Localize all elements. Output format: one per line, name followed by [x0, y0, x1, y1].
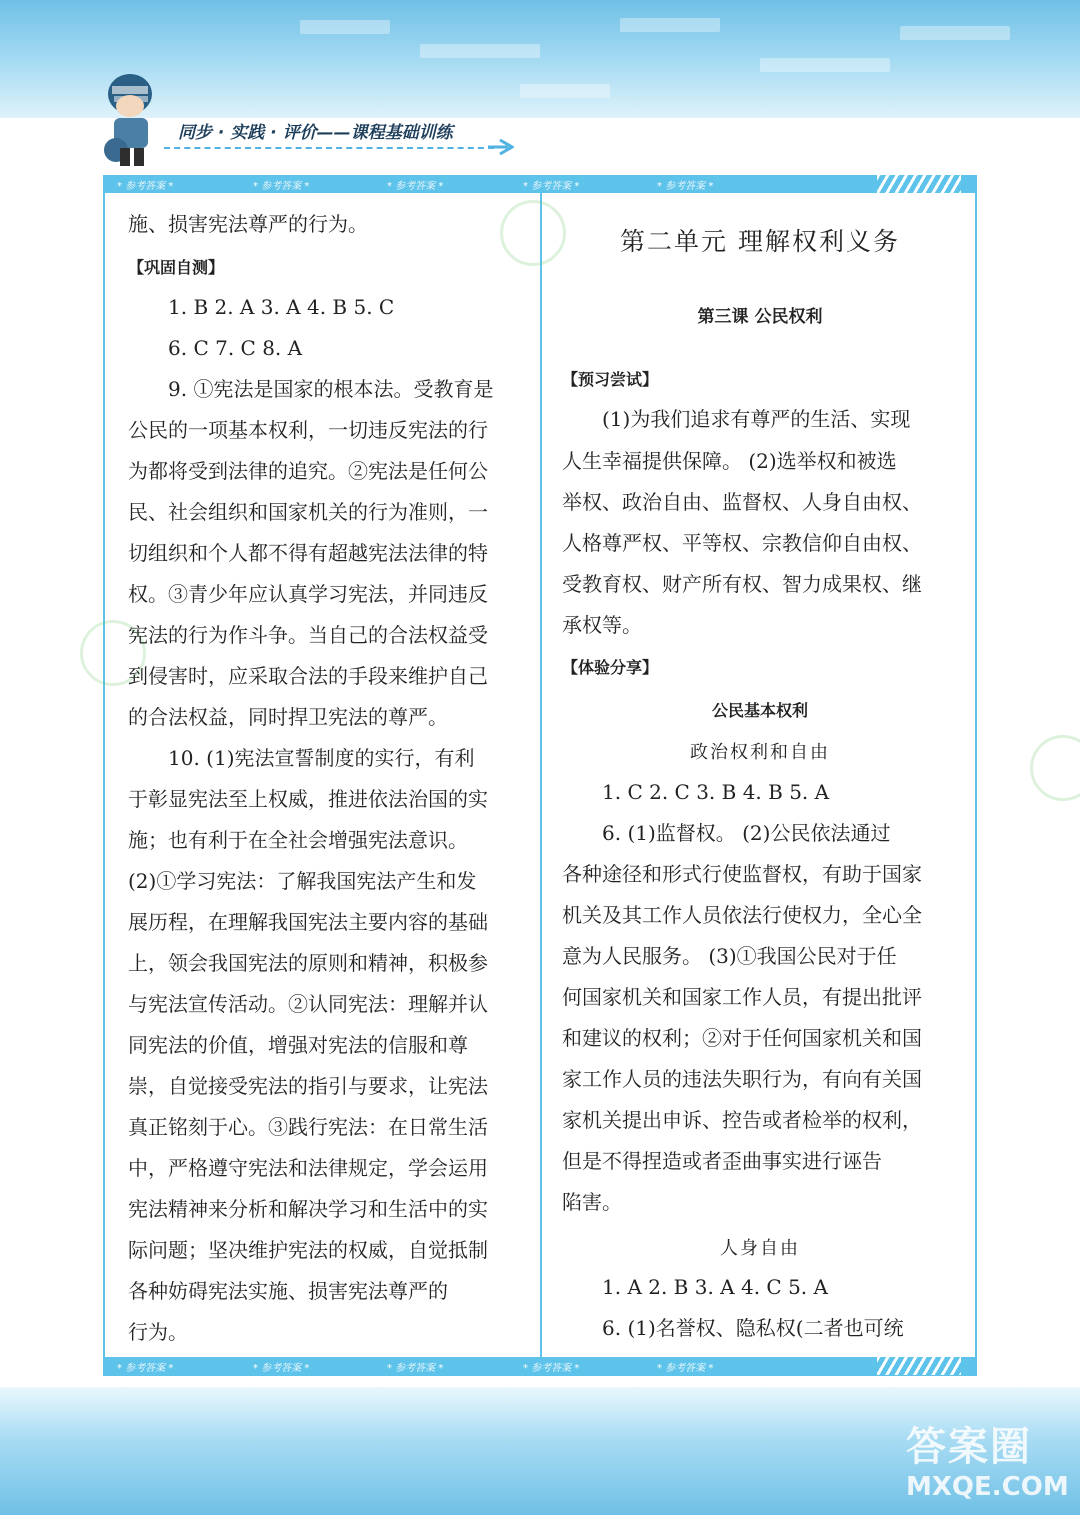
answer-line: 6. (1)监督权。 (2)公民依法通过 [602, 821, 891, 845]
answer-line: 6. C 7. C 8. A [168, 336, 303, 360]
section-heading: 【巩固自测】 [128, 258, 225, 277]
strip-label: * 参考答案 * [657, 181, 714, 192]
answer-line: 宪法的行为作斗争。当自己的合法权益受 [128, 623, 488, 647]
answer-line: 与宪法宣传活动。②认同宪法：理解并认 [128, 992, 488, 1016]
answer-line: 各种妨碍宪法实施、损害宪法尊严的 [128, 1279, 448, 1303]
answer-strip-bottom [103, 1357, 977, 1375]
banner-decoration [620, 18, 720, 32]
strip-hatch [877, 1357, 961, 1375]
watermark-logo [906, 1415, 1069, 1502]
strip-label: * 参考答案 * [117, 1363, 174, 1374]
subsection-title: 政治权利和自由 [690, 742, 830, 763]
section-heading: 【预习尝试】 [562, 370, 659, 389]
answer-line: 切组织和个人都不得有超越宪法法律的特 [128, 541, 488, 565]
strip-label: * 参考答案 * [523, 1363, 580, 1374]
answer-line: 中，严格遵守宪法和法律规定，学会运用 [128, 1156, 488, 1180]
strip-label: * 参考答案 * [523, 181, 580, 192]
watermark-en: MXQE.COM [906, 1472, 1069, 1502]
answer-line: 崇，自觉接受宪法的指引与要求，让宪法 [128, 1074, 488, 1098]
watermark-stamp [1030, 735, 1080, 801]
strip-label: * 参考答案 * [387, 1363, 444, 1374]
strip-hatch [877, 175, 961, 193]
answer-line: 到侵害时，应采取合法的手段来维护自己 [128, 664, 488, 688]
answer-line: 陷害。 [562, 1190, 622, 1214]
series-title: 同步 · 实践 · 评价——课程基础训练 [178, 123, 453, 143]
answer-line: 施；也有利于在全社会增强宪法意识。 [128, 828, 468, 852]
answer-line: (2)①学习宪法：了解我国宪法产生和发 [128, 869, 477, 893]
answer-line: 意为人民服务。 (3)①我国公民对于任 [562, 944, 897, 968]
answer-line: 行为。 [128, 1320, 188, 1344]
strip-label: * 参考答案 * [253, 1363, 310, 1374]
strip-label: * 参考答案 * [657, 1363, 714, 1374]
header-dashed-line [164, 147, 494, 149]
strip-label: * 参考答案 * [253, 181, 310, 192]
answer-line: 各种途径和形式行使监督权，有助于国家 [562, 862, 922, 886]
answer-line: 举权、政治自由、监督权、人身自由权、 [562, 490, 922, 514]
answer-line: 于彰显宪法至上权威，推进依法治国的实 [128, 787, 488, 811]
answer-line: 受教育权、财产所有权、智力成果权、继 [562, 572, 922, 596]
strip-label: * 参考答案 * [117, 181, 174, 192]
lesson-title: 第三课 公民权利 [697, 307, 823, 327]
section-heading: 【体验分享】 [562, 658, 659, 677]
answer-line: 1. C 2. C 3. B 4. B 5. A [602, 780, 830, 804]
banner-decoration [520, 84, 610, 98]
mascot-illustration [100, 72, 164, 172]
answer-line: 1. B 2. A 3. A 4. B 5. C [168, 295, 395, 319]
banner-decoration [760, 58, 890, 72]
subsection-title: 人身自由 [720, 1238, 800, 1259]
answer-line: 上，领会我国宪法的原则和精神，积极参 [128, 951, 488, 975]
answer-line: 10. (1)宪法宣誓制度的实行，有利 [168, 746, 475, 770]
answer-line: 何国家机关和国家工作人员，有提出批评 [562, 985, 922, 1009]
answer-line: 但是不得捏造或者歪曲事实进行诬告 [562, 1149, 882, 1173]
strip-label: * 参考答案 * [387, 181, 444, 192]
answer-line: 真正铭刻于心。③践行宪法：在日常生活 [128, 1115, 488, 1139]
banner-decoration [900, 26, 1010, 40]
answer-line: 公民的一项基本权利，一切违反宪法的行 [128, 418, 488, 442]
answer-line: 际问题；坚决维护宪法的权威，自觉抵制 [128, 1238, 488, 1262]
answer-line: 宪法精神来分析和解决学习和生活中的实 [128, 1197, 488, 1221]
answer-line: 的合法权益，同时捍卫宪法的尊严。 [128, 705, 448, 729]
banner-decoration [420, 44, 540, 58]
answer-line: (1)为我们追求有尊严的生活、实现 [602, 407, 911, 431]
answer-line: 人生幸福提供保障。 (2)选举权和被选 [562, 449, 897, 473]
answer-line: 展历程，在理解我国宪法主要内容的基础 [128, 910, 488, 934]
answer-line: 1. A 2. B 3. A 4. C 5. A [602, 1275, 828, 1299]
subsection-title: 公民基本权利 [711, 701, 808, 720]
footer-banner [0, 1387, 1080, 1515]
answer-line: 家机关提出申诉、控告或者检举的权利， [562, 1108, 922, 1132]
answer-line: 和建议的权利；②对于任何国家机关和国 [562, 1026, 922, 1050]
answer-line: 机关及其工作人员依法行使权力，全心全 [562, 903, 922, 927]
answer-line: 承权等。 [562, 613, 642, 637]
answer-line: 6. (1)名誉权、隐私权(二者也可统 [602, 1316, 904, 1340]
arrow-icon [488, 138, 514, 156]
banner-decoration [300, 20, 390, 34]
watermark-cn: 答案圈 [906, 1424, 1032, 1470]
answer-line: 为都将受到法律的追究。②宪法是任何公 [128, 459, 488, 483]
answer-strip-top [103, 175, 977, 193]
column-divider [540, 193, 542, 1357]
answer-line: 家工作人员的违法失职行为，有向有关国 [562, 1067, 922, 1091]
answer-line: 同宪法的价值，增强对宪法的信服和尊 [128, 1033, 468, 1057]
answer-line: 民、社会组织和国家机关的行为准则，一 [128, 500, 488, 524]
answer-line: 9. ①宪法是国家的根本法。受教育是 [168, 377, 494, 401]
answer-line: 施、损害宪法尊严的行为。 [128, 212, 368, 236]
answer-line: 人格尊严权、平等权、宗教信仰自由权、 [562, 531, 922, 555]
unit-title: 第二单元 理解权利义务 [620, 227, 900, 256]
answer-line: 权。③青少年应认真学习宪法，并同违反 [128, 582, 488, 606]
